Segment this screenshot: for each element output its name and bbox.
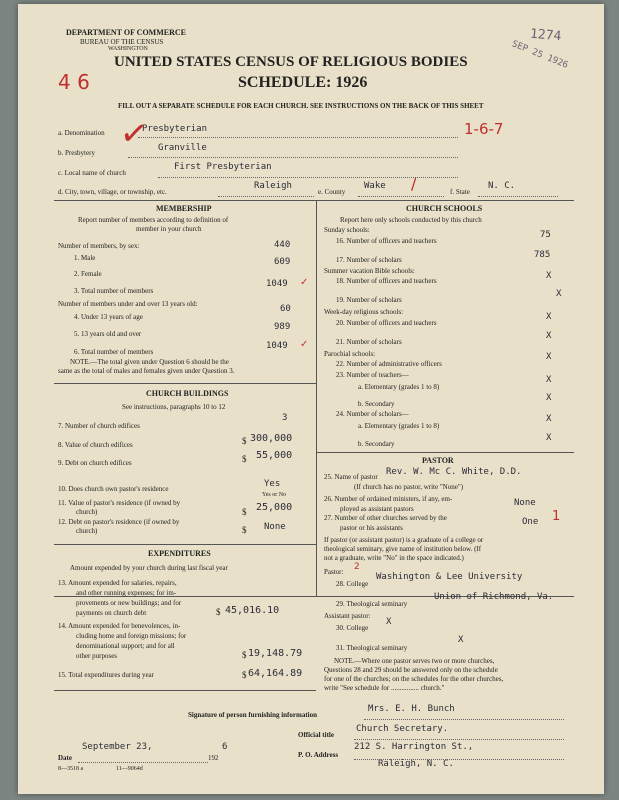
q28-label: 28. College <box>336 580 369 588</box>
line-date <box>78 762 208 763</box>
q5-label: 5. 13 years old and over <box>74 330 142 338</box>
q13-line-4: payments on church debt <box>76 609 147 617</box>
q19-label: 19. Number of scholars <box>336 296 402 304</box>
membership-note-1: NOTE.—The total given under Question 6 should be the <box>70 358 229 366</box>
schools-heading: CHURCH SCHOOLS <box>406 204 483 213</box>
line-presbytery <box>128 157 458 158</box>
line-county <box>358 196 444 197</box>
q23a-label: a. Elementary (grades 1 to 8) <box>358 383 440 391</box>
q9-value: 55,000 <box>256 450 293 461</box>
address-label: P. O. Address <box>298 751 339 759</box>
q25-label: 25. Name of pastor <box>324 473 378 481</box>
q31-value: X <box>458 635 464 645</box>
q18-label: 18. Number of officers and teachers <box>336 277 437 285</box>
q9-label: 9. Debt on church edifices <box>58 459 132 467</box>
q14-line-2: cluding home and foreign missions; for <box>76 632 187 640</box>
city-value: Raleigh <box>254 181 292 191</box>
q13-line-2: and other running expenses; for im- <box>76 589 177 597</box>
q13-line-1: 13. Amount expended for salaries, repairs, <box>58 579 177 587</box>
q12-dollar: $ <box>242 525 247 535</box>
form-title: UNITED STATES CENSUS OF RELIGIOUS BODIES <box>114 54 468 70</box>
official-title-value: Church Secretary. <box>356 724 449 734</box>
q26-line-1: 26. Number of ordained ministers, if any, em- <box>324 495 453 503</box>
q9-dollar: $ <box>242 454 247 464</box>
q7-label: 7. Number of church edifices <box>58 422 140 430</box>
q31-label: 31. Theological seminary <box>336 644 408 652</box>
q23b-value: X <box>546 393 552 403</box>
q30-label: 30. College <box>336 624 369 632</box>
q10-value: Yes <box>264 479 281 489</box>
q19-value: X <box>556 289 562 299</box>
q3-value: 1049 <box>266 279 288 289</box>
state-label: f. State <box>450 188 470 196</box>
membership-heading: MEMBERSHIP <box>156 204 212 213</box>
city-label: d. City, town, village, or township, etc. <box>58 188 167 196</box>
q13-dollar: $ <box>216 607 221 617</box>
q4-value: 60 <box>280 304 291 314</box>
weekday-schools-label: Week-day religious schools: <box>324 308 404 316</box>
line-signature <box>364 719 564 720</box>
q23a-value: X <box>546 375 552 385</box>
presbytery-value: Granville <box>158 143 207 153</box>
q2-label: 2. Female <box>74 270 102 278</box>
q8-dollar: $ <box>242 436 247 446</box>
divider-middle <box>316 200 317 596</box>
members-by-age-label: Number of members under and over 13 years old: <box>58 300 198 308</box>
pastor-label: Pastor: <box>324 568 344 576</box>
line-address <box>354 759 564 760</box>
pastor-heading: PASTOR <box>422 456 454 465</box>
q18-value: X <box>546 271 552 281</box>
church-name-label: c. Local name of church <box>58 169 126 177</box>
q24a-label: a. Elementary (grades 1 to 8) <box>358 422 440 430</box>
q8-label: 8. Value of church edifices <box>58 441 133 449</box>
q6-value: 1049 <box>266 341 288 351</box>
address-line-1: 212 S. Harrington St., <box>354 742 474 752</box>
q17-value: 785 <box>534 250 551 260</box>
pastor-note-1: NOTE.—Where one pastor serves two or more churches, <box>334 657 495 665</box>
q10-hint: Yes or No <box>262 492 287 498</box>
q2-value: 609 <box>274 257 291 267</box>
presbytery-label: b. Presbytery <box>58 149 95 157</box>
q5-value: 989 <box>274 322 291 332</box>
date-label: Date <box>58 754 72 762</box>
assistant-pastor-label: Assistant pastor: <box>324 612 371 620</box>
received-date-stamp: SEP 25 1926 <box>510 39 570 71</box>
q30-value: X <box>386 617 392 627</box>
q29-value: Union of Richmond, Va. <box>434 592 554 602</box>
q21-value: X <box>546 331 552 341</box>
red-mark-q27: 1 <box>552 509 561 524</box>
red-mark-pastor: 2 <box>354 562 360 572</box>
pastor-note-2: Questions 28 and 29 should be answered only on the schedule <box>324 666 498 674</box>
divider-expenditures-bottom <box>54 690 316 691</box>
buildings-intro: See instructions, paragraphs 10 to 12 <box>122 403 226 411</box>
divider-membership <box>54 383 316 384</box>
q12-value: None <box>264 522 286 532</box>
q24-label: 24. Number of scholars— <box>336 410 409 418</box>
census-form-sheet <box>18 4 604 794</box>
red-check-q3: ✓ <box>300 277 309 288</box>
q6-label: 6. Total number of members <box>74 348 154 356</box>
q7-value: 3 <box>282 413 288 423</box>
q14-value: 19,148.79 <box>248 648 303 659</box>
denomination-value: Presbyterian <box>142 124 208 134</box>
buildings-heading: CHURCH BUILDINGS <box>146 389 229 398</box>
q13-line-3: provements or new buildings; and for <box>76 599 182 607</box>
q22-value: X <box>546 352 552 362</box>
q20-label: 20. Number of officers and teachers <box>336 319 437 327</box>
graduate-note-1: If pastor (or assistant pastor) is a graduate of a college or <box>324 536 484 544</box>
form-code-2: 11—9064d <box>116 766 143 772</box>
q14-dollar: $ <box>242 650 247 660</box>
q11-label-2: church) <box>76 508 98 516</box>
line-denomination <box>138 137 458 138</box>
divider-top <box>54 200 574 201</box>
q12-label-1: 12. Debt on pastor's residence (if owned by <box>58 518 180 526</box>
q1-label: 1. Male <box>74 254 96 262</box>
official-title-label: Official title <box>298 731 334 739</box>
q4-label: 4. Under 13 years of age <box>74 313 143 321</box>
dept-name: DEPARTMENT OF COMMERCE <box>66 28 187 37</box>
graduate-note-2: theological seminary, give name of institution below. (If <box>324 545 482 553</box>
q25-hint: (If church has no pastor, write "None") <box>354 483 464 491</box>
line-city <box>218 196 314 197</box>
q28-value: Washington & Lee University <box>376 572 523 582</box>
q14-line-3: denominational support; and for all <box>76 642 175 650</box>
sunday-schools-label: Sunday schools: <box>324 226 370 234</box>
q15-label: 15. Total expenditures during year <box>58 671 154 679</box>
membership-intro-1: Report number of members according to definition of <box>78 216 229 224</box>
county-label: e. County <box>318 188 346 196</box>
expenditures-intro: Amount expended by your church during last fiscal year <box>70 564 228 572</box>
q23b-label: b. Secondary <box>358 400 395 408</box>
divider-schools <box>316 452 574 453</box>
denomination-label: a. Denomination <box>58 129 105 137</box>
q10-label: 10. Does church own pastor's residence <box>58 485 169 493</box>
q16-label: 16. Number of officers and teachers <box>336 237 437 245</box>
q29-label: 29. Theological seminary <box>336 600 408 608</box>
q25-value: Rev. W. Mc C. White, D.D. <box>386 467 522 477</box>
city-name: WASHINGTON <box>108 46 148 52</box>
state-value: N. C. <box>488 181 516 191</box>
graduate-note-3: not a graduate, write "No" in the space indicated.) <box>324 554 464 562</box>
red-check-mark: ✓ <box>117 112 152 156</box>
q27-value: One <box>522 517 539 527</box>
q17-label: 17. Number of scholars <box>336 256 402 264</box>
line-state <box>478 196 558 197</box>
red-handwritten-mark: 4 6 <box>58 70 90 94</box>
signature-value: Mrs. E. H. Bunch <box>368 704 455 714</box>
address-line-2: Raleigh, N. C. <box>378 759 454 769</box>
line-church-name <box>158 177 458 178</box>
year-digit: 6 <box>222 742 228 752</box>
q22-label: 22. Number of administrative officers <box>336 360 442 368</box>
signature-label: Signature of person furnishing information <box>188 711 317 719</box>
q13-value: 45,016.10 <box>225 605 280 616</box>
form-code: 8—3518 a <box>58 766 84 772</box>
instructions: FILL OUT A SEPARATE SCHEDULE FOR EACH CHURCH. SEE INSTRUCTIONS ON THE BACK OF THIS SHEET <box>118 102 484 110</box>
q27-line-1: 27. Number of other churches served by the <box>324 514 447 522</box>
form-subtitle: SCHEDULE: 1926 <box>238 74 368 91</box>
stamp-number: 1274 <box>529 26 562 45</box>
q27-line-2: pastor or his assistants <box>340 524 403 532</box>
year-printed: 192 <box>208 754 219 762</box>
schools-intro: Report here only schools conducted by this church <box>340 216 482 224</box>
red-code: 1-6-7 <box>464 120 504 138</box>
q24b-label: b. Secondary <box>358 440 395 448</box>
red-check-q6: ✓ <box>300 339 309 350</box>
membership-intro-2: member in your church <box>136 225 202 233</box>
q16-value: 75 <box>540 230 551 240</box>
divider-buildings <box>54 544 316 545</box>
q11-dollar: $ <box>242 507 247 517</box>
q24b-value: X <box>546 433 552 443</box>
parochial-schools-label: Parochial schools: <box>324 350 376 358</box>
q11-label-1: 11. Value of pastor's residence (if owned by <box>58 499 181 507</box>
q8-value: 300,000 <box>250 433 293 444</box>
summer-schools-label: Summer vacation Bible schools: <box>324 267 415 275</box>
line-official-title <box>354 739 564 740</box>
q12-label-2: church) <box>76 527 98 535</box>
q23-label: 23. Number of teachers— <box>336 371 409 379</box>
church-name-value: First Presbyterian <box>174 162 272 172</box>
bureau-name: BUREAU OF THE CENSUS <box>80 38 164 46</box>
pastor-note-3: for one of the churches; on the schedules for the other churches, <box>324 675 504 683</box>
q26-line-2: ployed as assistant pastors <box>340 505 414 513</box>
q14-line-1: 14. Amount expended for benevolences, in- <box>58 622 181 630</box>
q15-dollar: $ <box>242 670 247 680</box>
q14-line-4: other purposes <box>76 652 118 660</box>
membership-note-2: same as the total of males and females given under Question 3. <box>58 367 235 375</box>
expenditures-heading: EXPENDITURES <box>148 549 211 558</box>
q1-value: 440 <box>274 240 291 250</box>
q3-label: 3. Total number of members <box>74 287 154 295</box>
red-tick: / <box>411 174 417 193</box>
q11-value: 25,000 <box>256 502 293 513</box>
q20-value: X <box>546 312 552 322</box>
q26-value: None <box>514 498 536 508</box>
county-value: Wake <box>364 181 386 191</box>
date-value: September 23, <box>82 742 153 752</box>
q24a-value: X <box>546 414 552 424</box>
members-by-sex-label: Number of members, by sex: <box>58 242 140 250</box>
q21-label: 21. Number of scholars <box>336 338 402 346</box>
q15-value: 64,164.89 <box>248 668 303 679</box>
pastor-note-4: write "See schedule for ................ church." <box>324 684 445 692</box>
